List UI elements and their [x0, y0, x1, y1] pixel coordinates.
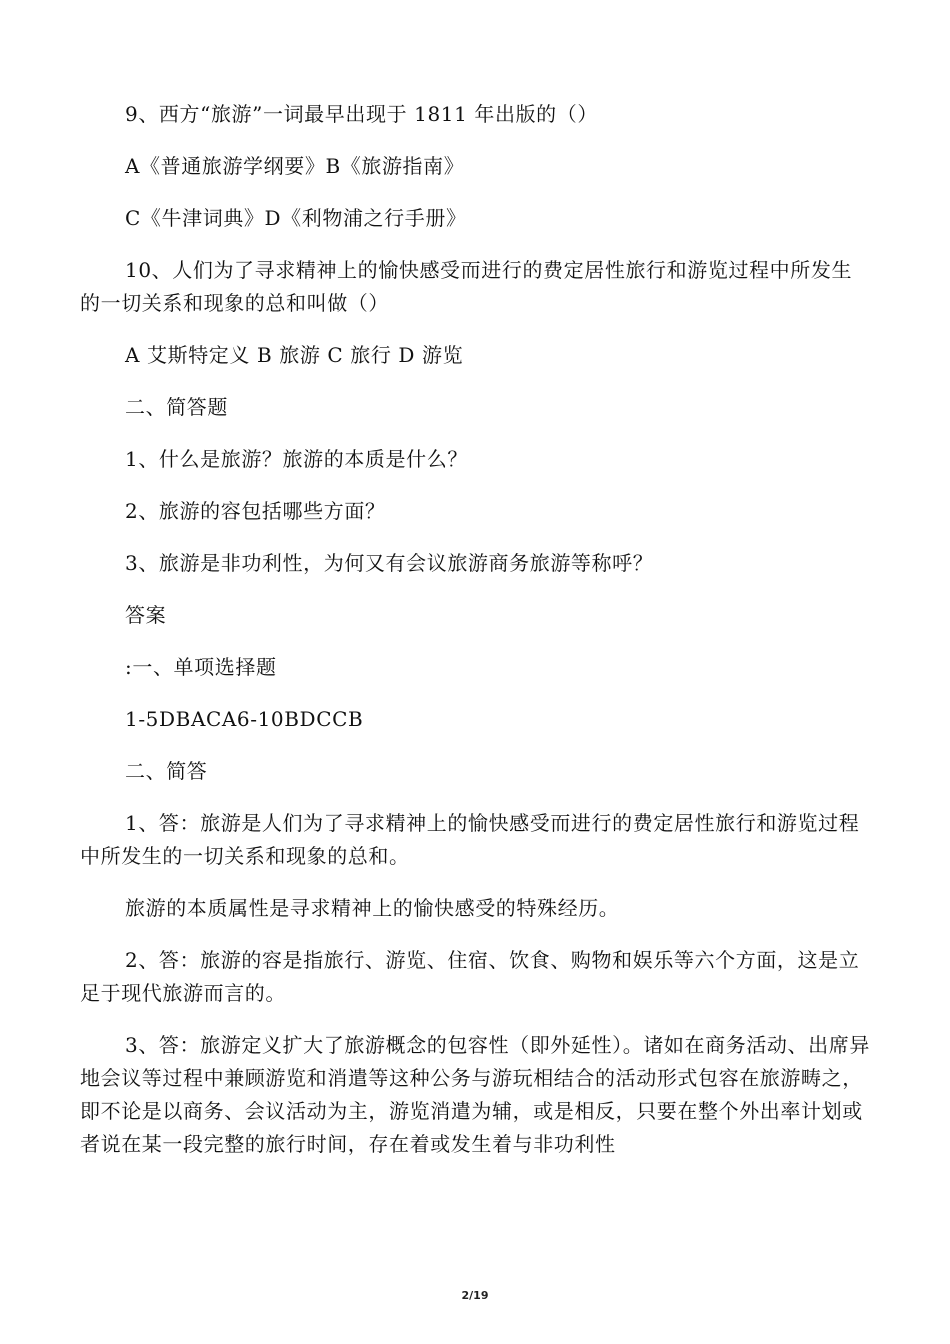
- answers-heading: 答案: [125, 603, 167, 627]
- answers-single-choice-keys: 1-5DBACA6-10BDCCB: [125, 707, 364, 731]
- page-number: 2/19: [461, 1289, 489, 1302]
- answer-3: 3、答：旅游定义扩大了旅游概念的包容性（即外延性）。诸如在商务活动、出席异地会议等过程中兼顾游览和消遣等这种公务与游玩相结合的活动形式包容在旅游畴之，即不论是以商务、会议活动为主，游览消遣为辅，或是相反，只要在整个外出率计划或者说在某一段完整的旅行时间，存在着或发生着与非功利性: [80, 1033, 870, 1156]
- document-body: [80, 98, 870, 1180]
- question-9-options-cd: C《牛津词典》D《利物浦之行手册》: [125, 206, 467, 230]
- question-9-options-ab: A《普通旅游学纲要》B《旅游指南》: [125, 154, 465, 178]
- answers-section-short-answer: 二、简答: [125, 759, 208, 783]
- question-9: 9、西方“旅游”一词最早出现于 1811 年出版的（）: [125, 102, 598, 126]
- answers-section-single-choice: :一、单项选择题: [125, 655, 277, 679]
- section-heading-short-answer: 二、简答题: [125, 395, 228, 419]
- short-question-2: 2、旅游的容包括哪些方面？: [125, 499, 386, 523]
- question-10: 10、人们为了寻求精神上的愉快感受而进行的费定居性旅行和游览过程中所发生的一切关系和现象的总和叫做（）: [80, 258, 853, 315]
- short-question-1: 1、什么是旅游？旅游的本质是什么？: [125, 447, 468, 471]
- answer-2: 2、答：旅游的容是指旅行、游览、住宿、饮食、购物和娱乐等六个方面，这是立足于现代旅游而言的。: [80, 948, 860, 1005]
- short-question-3: 3、旅游是非功利性，为何又有会议旅游商务旅游等称呼？: [125, 551, 654, 575]
- answer-1-continued: 旅游的本质属性是寻求精神上的愉快感受的特殊经历。: [125, 896, 620, 920]
- answer-1: 1、答：旅游是人们为了寻求精神上的愉快感受而进行的费定居性旅行和游览过程中所发生的一切关系和现象的总和。: [80, 811, 860, 868]
- question-10-options: A 艾斯特定义 B 旅游 C 旅行 D 游览: [125, 343, 464, 367]
